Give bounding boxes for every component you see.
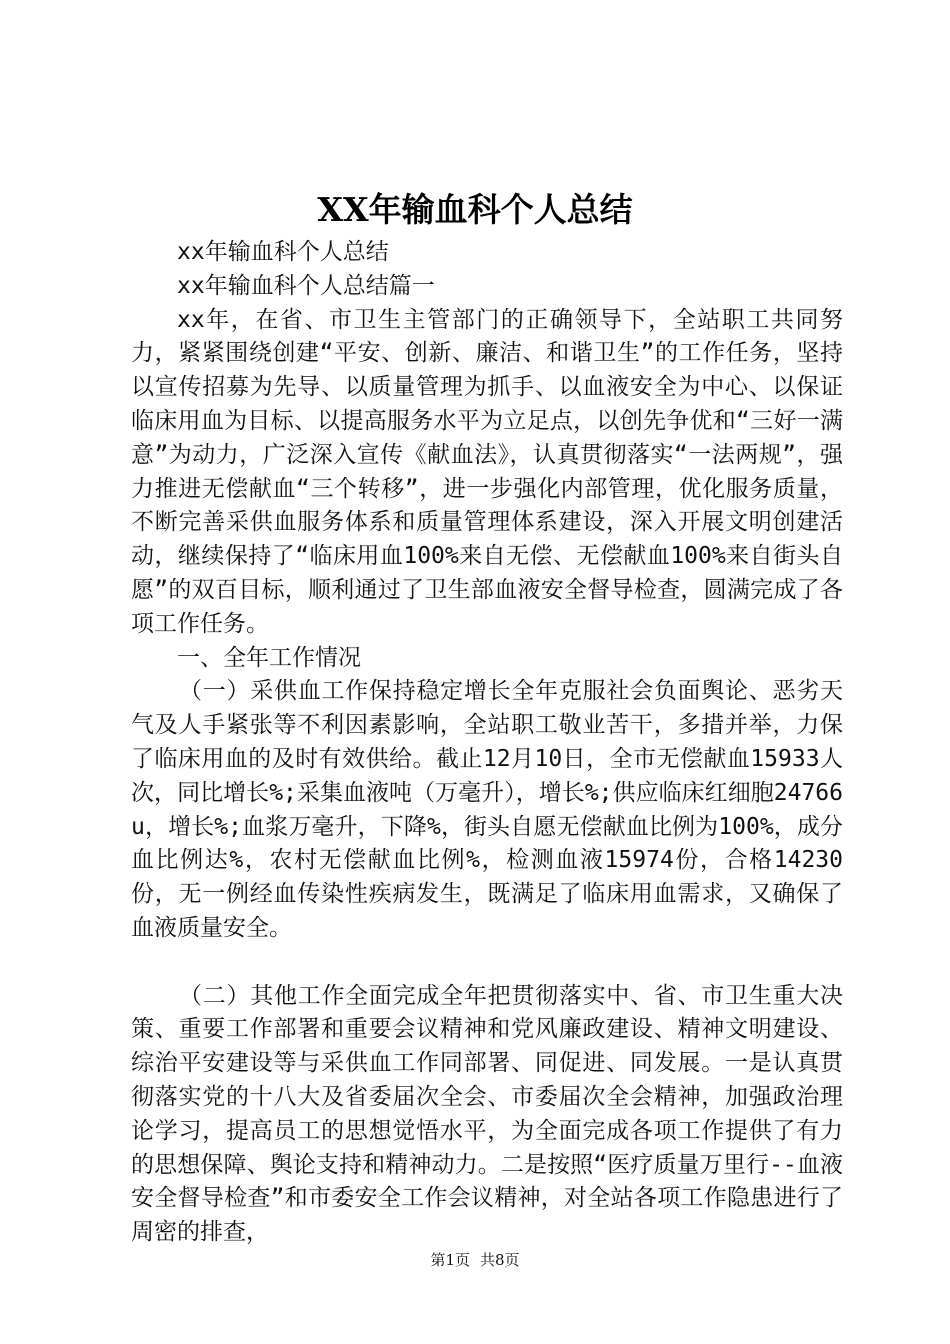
- paragraph-gap: [131, 946, 843, 980]
- body-paragraph-intro: xx年，在省、市卫生主管部门的正确领导下，全站职工共同努力，紧紧围绕创建“平安、创新、廉洁、和谐卫生”的工作任务，坚持以宣传招募为先导、以质量管理为抓手、以血液安全为中心、以保证临床用血为目标、以提高服务水平为立足点，以创先争优和“三好一满意”为动力，广泛深入宣传《献血法》，认真贯彻落实“一法两规”，强力推进无偿献血“三个转移”，进一步强化内部管理，优化服务质量，不断完善采供血服务体系和质量管理体系建设，深入开展文明创建活动，继续保持了“临床用血100%来自无偿、无偿献血100%来自街头自愿”的双百目标，顺利通过了卫生部血液安全督导检查，圆满完成了各项工作任务。: [131, 306, 843, 637]
- section-heading-overview: 一、全年工作情况: [177, 644, 361, 671]
- document-body: [131, 236, 843, 1250]
- page-number: 第1页: [430, 1251, 470, 1269]
- document-title: XX年输血科个人总结: [317, 190, 633, 229]
- body-paragraph-other-work: （二）其他工作全面完成全年把贯彻落实中、省、市卫生重大决策、重要工作部署和重要会议精神和党风廉政建设、精神文明建设、综治平安建设等与采供血工作同部署、同促进、同发展。一是认真贯彻落实党的十八大及省委届次全会、市委届次全会精神，加强政治理论学习，提高员工的思想觉悟水平，为全面完成各项工作提供了有力的思想保障、舆论支持和精神动力。二是按照“医疗质量万里行--血液安全督导检查”和市委安全工作会议精神，对全站各项工作隐患进行了周密的排查，: [131, 982, 843, 1246]
- section-heading: xx年输血科个人总结篇一: [177, 272, 435, 299]
- page-footer: [0, 1250, 950, 1270]
- body-paragraph-blood-supply: （一）采供血工作保持稳定增长全年克服社会负面舆论、恶劣天气及人手紧张等不利因素影响，全站职工敬业苦干，多措并举，力保了临床用血的及时有效供给。截止12月10日，全市无偿献血15933人次，同比增长%;采集血液吨（万毫升），增长%;供应临床红细胞24766u，增长%;血浆万毫升，下降%，街头自愿无偿献血比例为100%，成分血比例达%，农村无偿献血比例%，检测血液15974份，合格14230份，无一例经血传染性疾病发生，既满足了临床用血需求，又确保了血液质量安全。: [131, 678, 843, 941]
- subtitle-line: xx年输血科个人总结: [177, 239, 389, 265]
- page-total: 共8页: [480, 1251, 520, 1269]
